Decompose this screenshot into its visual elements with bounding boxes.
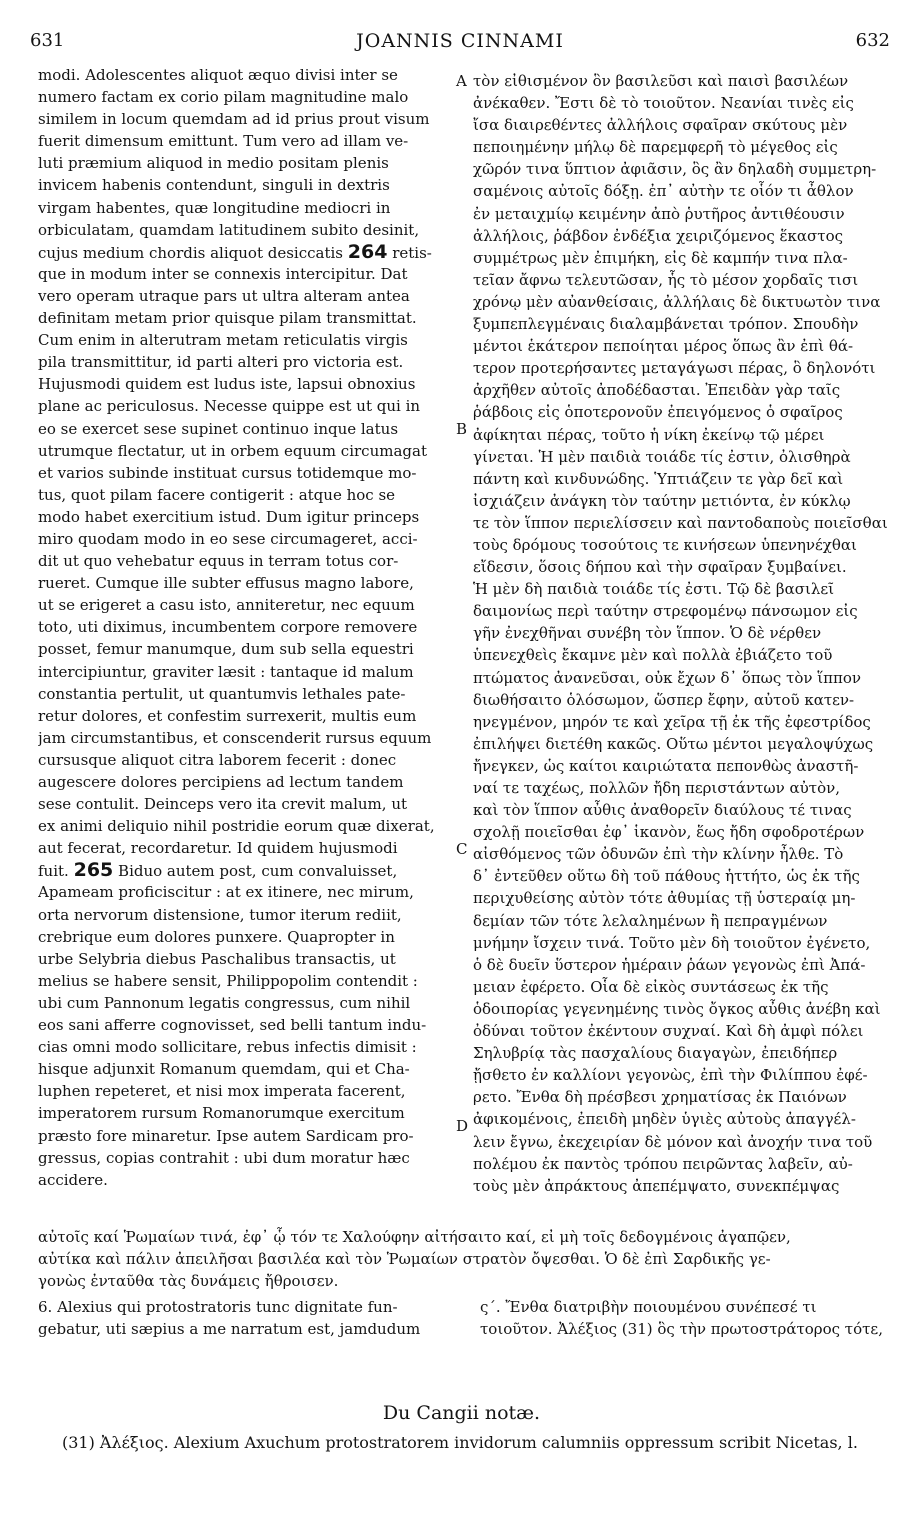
latin-line-text: urbe Selybria diebus Paschalibus transactis, ut (38, 949, 396, 968)
latin-line-text: ex animi deliquio nihil postridie eorum quæ dixerat, (38, 817, 435, 836)
latin-line-text: cias omni modo sollicitare, rebus infectis dimisit : (38, 1038, 417, 1057)
greek-line: ρετο. Ἔνθα δὴ πρέσβεσι χρηματίσας ἐκ Παιόνων (473, 1088, 847, 1107)
latin-line-text: miro quodam modo in eo sese circumageret, acci- (38, 529, 418, 548)
latin-line (38, 395, 453, 417)
greek-line: ἀνέκαθεν. Ἔστι δὲ τὸ τοιοῦτον. Νεανίαι τινὲς εἰς (473, 94, 854, 113)
latin-line (38, 1125, 453, 1147)
greek-line: πολέμου ἐκ παντὸς τρόπου πειρῶντας λαβεῖν, αὐ- (473, 1154, 853, 1173)
latin-line (38, 506, 453, 528)
greek-line: Σηλυβρίᾳ τὰς πασχαλίους διαγαγὼν, ἐπειδήπερ (473, 1044, 838, 1063)
latin-line (38, 152, 453, 174)
margin-letter-c: C (456, 840, 468, 858)
inline-page-number: 264 (347, 240, 388, 263)
margin-letter-b: B (456, 420, 468, 438)
latin-line-text: intercipiuntur, graviter læsit : tantaque id malum (38, 662, 414, 681)
greek-line: σαμένοις αὐτοῖς δόξῃ. ἐπ᾽ αὐτὴν τε οἷόν τι ἆθλον (473, 182, 854, 201)
page-number-left: 631 (30, 30, 65, 51)
latin-line (38, 815, 453, 837)
latin-line-text: eos sani afferre cognovisset, sed belli tantum indu- (38, 1016, 427, 1035)
greek-line: ὑπενεχθεὶς ἔκαμνε μὲν καὶ πολλὰ ἐβιάζετο τοῦ (473, 646, 833, 665)
latin-line-text: luphen repeteret, et nisi mox imperata facerent, (38, 1082, 406, 1101)
latin-line (38, 285, 453, 307)
latin-line-text: similem in locum quemdam ad id prius prout visum (38, 110, 430, 129)
latin-line-text: fuerit dimensum emittunt. Tum vero ad illam ve- (38, 132, 409, 151)
latin-line (38, 307, 453, 329)
greek-line: μειαν ἐφέρετο. Οἷα δὲ εἰκὸς συντάσεως ἐκ τῆς (473, 977, 829, 996)
greek-line: ῥάβδοις εἰς ὁποτερονοῦν ἐπειγόμενος ὁ σφαῖρος (473, 403, 843, 422)
latin-line-text: retur dolores, et confestim surrexerit, multis eum (38, 706, 417, 725)
margin-letter-a: A (456, 72, 467, 90)
latin-line (38, 992, 453, 1014)
latin-line-text: melius se habere sensit, Philippopolim contendit : (38, 971, 418, 990)
latin-line-text: sese contulit. Deinceps vero ita crevit malum, ut (38, 795, 408, 814)
latin-line-text: crebrique eum dolores punxere. Quapropter in (38, 927, 395, 946)
greek-line: τοὺς μὲν ἀπράκτους ἀπεπέμψατο, συνεκπέμψας (473, 1176, 840, 1195)
greek-line: γῆν ἐνεχθῆναι συνέβη τὸν ἵππον. Ὁ δὲ νέρθεν (473, 624, 822, 643)
greek-line: ἀρχῆθεν αὐτοῖς ἀποδέδασται. Ἐπειδὰν γὰρ ταῖς (473, 381, 841, 400)
latin-line (38, 859, 453, 881)
greek-line: τεῖαν ἄφνω τελευτῶσαν, ἧς τὸ μέσον χορδαῖς τισι (473, 270, 859, 289)
greek-line: γίνεται. Ἡ μὲν παιδιὰ τοιάδε τίς ἐστιν, ὀλισθηρὰ (473, 447, 851, 466)
latin-line (38, 86, 453, 108)
latin-line (38, 373, 453, 395)
latin-line (38, 108, 453, 130)
latin-line (38, 1058, 453, 1080)
latin-line (38, 683, 453, 705)
greek-line: ἴσα διαιρεθέντες ἀλλήλοις σφαῖραν σκύτους μὲν (473, 116, 848, 135)
latin-line (38, 462, 453, 484)
latin-line-text: numero factam ex corio pilam magnitudine malo (38, 88, 409, 107)
latin-line-text: utrumque flectatur, ut in orbem equum circumagat (38, 441, 427, 460)
latin-line (38, 241, 453, 263)
latin-line-text: accidere. (38, 1170, 108, 1189)
latin-line (38, 130, 453, 152)
running-title: JOANNIS CINNAMI (356, 30, 564, 52)
latin-line-text: posset, femur manumque, dum sub sella equestri (38, 640, 414, 659)
latin-line-text: fuit. (38, 862, 69, 881)
latin-line (38, 904, 453, 926)
latin-line (38, 64, 453, 86)
latin-line (38, 594, 453, 616)
inline-page-number: 265 (73, 859, 114, 882)
margin-letter-d: D (456, 1117, 469, 1135)
greek-line: δ᾽ ἐντεῦθεν οὕτω δὴ τοῦ πάθους ἡττήτο, ὡς ἐκ τῆς (473, 867, 860, 886)
latin-line (38, 550, 453, 572)
latin-line-text: modo habet exercitium istud. Dum igitur princeps (38, 507, 420, 526)
latin-line-text: modi. Adolescentes aliquot æquo divisi inter se (38, 66, 398, 84)
latin-line (38, 1147, 453, 1169)
latin-line (38, 1036, 453, 1058)
latin-line-text: ubi cum Pannonum legatis congressus, cum nihil (38, 993, 411, 1012)
text-line: τοιοῦτον. Ἀλέξιος (31) ὃς τὴν πρωτοστράτορος τότε, (480, 1320, 883, 1338)
greek-line: δαιμονίως περὶ ταύτην στρεφομένῳ πάνσωμον εἰς (473, 602, 858, 621)
greek-line: ἰσχιάζειν ἀνάγκη τὸν ταύτην μετιόντα, ἐν κύκλῳ (473, 491, 851, 510)
latin-line (38, 174, 453, 196)
greek-line: καὶ τὸν ἵππον αὖθις ἀναθορεῖν διαύλους τέ τινας (473, 801, 852, 820)
page-number-right: 632 (855, 30, 890, 51)
greek-line: ὀδύναι τοῦτον ἐκέντουν συχναί. Καὶ δὴ ἀμφὶ πόλει (473, 1022, 864, 1041)
greek-line: τὸν εἰθισμένον ὃν βασιλεῦσι καὶ παισὶ βασιλέων (473, 72, 849, 90)
latin-line-tail: Biduo autem post, cum convaluisset, (118, 862, 398, 881)
greek-line: περιχυθείσης αὐτὸν τότε ἀθυμίας τῇ ὑστεραίᾳ μη- (473, 889, 856, 908)
latin-line (38, 219, 453, 241)
latin-line-text: toto, uti diximus, incumbentem corpore removere (38, 618, 418, 637)
latin-line-text: et varios subinde instituat cursus totidemque mo- (38, 463, 417, 482)
greek-line: αἰσθόμενος τῶν ὀδυνῶν ἐπὶ τὴν κλίνην ἦλθε. Τὸ (473, 845, 844, 864)
latin-line-text: Apameam proficiscitur : at ex itinere, nec mirum, (38, 883, 414, 902)
latin-line-text: ut se erigeret a casu isto, anniteretur, nec equum (38, 596, 415, 615)
latin-line-text: vero operam utraque pars ut ultra alteram antea (38, 286, 410, 305)
page-header (30, 30, 890, 60)
latin-line (38, 197, 453, 219)
notes-title: Du Cangii notæ. (382, 1402, 541, 1424)
greek-line: δεμίαν τῶν τότε λελαλημένων ἢ πεπραγμένων (473, 911, 828, 930)
greek-line: ἐπιλήψει διετέθη κακῶς. Οὕτω μέντοι μεγαλοψύχως (473, 734, 874, 753)
greek-line: ἀλλήλοις, ῥάβδον ἐνδέξια χειριζόμενος ἕκαστος (473, 226, 844, 245)
greek-column (473, 70, 890, 1197)
latin-column (38, 64, 453, 1191)
greek-line: πάντη καὶ κινδυνώδης. Ὑπτιάζειν τε γὰρ δεῖ καὶ (473, 469, 844, 488)
greek-line: τοὺς δρόμους τοσούτοις τε κινήσεων ὑπενηνέχθαι (473, 535, 857, 554)
latin-line-text: gressus, copias contrahit : ubi dum moratur hæc (38, 1148, 410, 1167)
greek-line: μνήμην ἴσχειν τινά. Τοῦτο μὲν δὴ τοιοῦτον ἐγένετο, (473, 933, 871, 952)
latin-line-text: invicem habenis contendunt, singuli in dextris (38, 176, 390, 195)
greek-line: τε τὸν ἵππον περιελίσσειν καὶ παντοδαποὺς ποιεῖσθαι (473, 513, 888, 532)
latin-line-text: orbiculatam, quamdam latitudinem subito desinit, (38, 220, 420, 239)
latin-line-text: cujus medium chordis aliquot desiccatis (38, 243, 343, 262)
latin-line (38, 1080, 453, 1102)
latin-line (38, 837, 453, 859)
latin-line (38, 1014, 453, 1036)
latin-line (38, 771, 453, 793)
latin-line-text: imperatorem rursum Romanorumque exercitum (38, 1104, 405, 1123)
latin-line (38, 1169, 453, 1191)
full-width-line: αὐτίκα καὶ πάλιν ἀπειλῆσαι βασιλέα καὶ τὸν Ῥωμαίων στρατὸν ὄψεσθαι. Ὁ δὲ ἐπὶ Σαρδικῆς γε- (38, 1250, 771, 1268)
text-line: ς΄. Ἔνθα διατριβὴν ποιουμένου συνέπεσέ τι (480, 1298, 817, 1316)
greek-line: τερον προτερήσαντες μεταγάγωσι πέρας, ὃ δηλονότι (473, 359, 876, 378)
latin-line-text: luti præmium aliquod in medio positam plenis (38, 154, 389, 173)
latin-line-text: definitam metam prior quisque pilam transmittat. (38, 309, 417, 328)
greek-line: ἀφίκηται πέρας, τοῦτο ἡ νίκη ἐκείνῳ τῷ μέρει (473, 425, 825, 444)
full-width-greek (38, 1226, 890, 1292)
greek-line: πτώματος ἀνανεῦσαι, οὐκ ἔχων δ᾽ ὅπως τὸν ἵππον (473, 668, 862, 687)
latin-line (38, 329, 453, 351)
latin-line-text: jam circumstantibus, et conscenderit rursus equum (38, 728, 432, 747)
greek-line: χῶρόν τινα ὕπτιον ἀφιᾶσιν, ὃς ἂν δηλαδὴ συμμετρη- (473, 160, 877, 179)
latin-line-text: plane ac periculosus. Necesse quippe est ut qui in (38, 397, 421, 416)
greek-line: σχολῇ ποιεῖσθαι ἐφ᾽ ἱκανὸν, ἕως ἤδη σφοδροτέρων (473, 823, 865, 842)
latin-line (38, 705, 453, 727)
latin-line (38, 440, 453, 462)
latin-line-text: augescere dolores percipiens ad lectum tandem (38, 773, 404, 791)
latin-line (38, 793, 453, 815)
lower-greek-block (480, 1296, 890, 1340)
latin-line-text: præsto fore minaretur. Ipse autem Sardicam pro- (38, 1126, 414, 1145)
latin-line-text: virgam habentes, quæ longitudine mediocri in (38, 198, 391, 217)
greek-line: ὁδοιπορίας γεγενημένης τινὸς ὄγκος αὖθις ἀνέβη καὶ (473, 999, 881, 1018)
latin-line (38, 572, 453, 594)
greek-line: ἤνεγκεν, ὡς καίτοι καιριώτατα πεπονθὼς ἀναστῆ- (473, 756, 859, 775)
latin-line (38, 418, 453, 440)
latin-line-text: rueret. Cumque ille subter effusus magno labore, (38, 574, 414, 593)
latin-line-text: eo se exercet sese supinet continuo inque latus (38, 419, 399, 438)
latin-line (38, 528, 453, 550)
text-line: 6. Alexius qui protostratoris tunc dignitate fun- (38, 1298, 398, 1316)
latin-line (38, 948, 453, 970)
latin-line (38, 484, 453, 506)
greek-line: ἐν μεταιχμίῳ κειμένην ἀπὸ ῥυτῆρος ἀντιθέουσιν (473, 204, 845, 223)
greek-line: εἴδεσιν, ὅσοις δήπου καὶ τὴν σφαῖραν ξυμβαίνει. (473, 558, 847, 577)
greek-line: χρόνῳ μὲν αὐανθείσαις, ἀλλήλαις δὲ δικτυωτὸν τινα (473, 292, 881, 311)
latin-line (38, 351, 453, 373)
latin-line (38, 727, 453, 749)
text-line: gebatur, uti sæpius a me narratum est, jamdudum (38, 1320, 421, 1338)
greek-line: διωθήσαιτο ὁλόσωμον, ὥσπερ ἔφην, αὐτοῦ κατεν- (473, 690, 855, 709)
greek-line: ἀφικομένοις, ἐπειδὴ μηδὲν ὑγιὲς αὐτοὺς ἀπαγγέλ- (473, 1110, 856, 1129)
latin-line (38, 881, 453, 903)
latin-line (38, 661, 453, 683)
greek-line: ᾔσθετο ἐν καλλίονι γεγονὼς, ἐπὶ τὴν Φιλίππου ἐφέ- (473, 1066, 868, 1085)
latin-line-text: aut fecerat, recordaretur. Id quidem hujusmodi (38, 839, 398, 858)
latin-line-text: pila transmittitur, id parti alteri pro victoria est. (38, 353, 404, 372)
footnote: (31) Ἀλέξιος. Alexium Axuchum protostratorem invidorum calumniis oppressum scribit Nicetas, l. (62, 1433, 858, 1452)
latin-line-text: Cum enim in alterutram metam reticulatis virgis (38, 331, 408, 350)
latin-line-tail: retis- (392, 243, 432, 262)
greek-line: πεποιημένην μήλῳ δὲ παρεμφερῆ τὸ μέγεθος εἰς (473, 138, 838, 157)
greek-line: ξυμπεπλεγμέναις διαλαμβάνεται τρόπον. Σπουδὴν (473, 315, 859, 334)
latin-line-text: orta nervorum distensione, tumor iterum rediit, (38, 905, 402, 924)
latin-line (38, 749, 453, 771)
greek-line: ναί τε ταχέως, πολλῶν ἤδη περιστάντων αὐτὸν, (473, 779, 840, 797)
latin-line-text: hisque adjunxit Romanum quemdam, qui et Cha- (38, 1060, 410, 1079)
latin-line (38, 970, 453, 992)
greek-line: Ἡ μὲν δὴ παιδιὰ τοιάδε τίς ἐστι. Τῷ δὲ βασιλεῖ (473, 580, 834, 599)
latin-line-text: constantia pertulit, ut quantumvis lethales pate- (38, 684, 406, 703)
greek-line: ηνεγμένον, μηρόν τε καὶ χεῖρα τῇ ἐκ τῆς ἐφεστρίδος (473, 712, 871, 731)
greek-line: λειν ἔγνω, ἐκεχειρίαν δὲ μόνον καὶ ἀνοχήν τινα τοῦ (473, 1132, 873, 1151)
latin-line-text: que in modum inter se connexis intercipitur. Dat (38, 264, 408, 283)
latin-line (38, 638, 453, 660)
latin-line (38, 926, 453, 948)
latin-line (38, 1102, 453, 1124)
greek-line: συμμέτρως μὲν ἐπιμήκη, εἰς δὲ καμπήν τινα πλα- (473, 248, 848, 267)
latin-line-text: Hujusmodi quidem est ludus iste, lapsui obnoxius (38, 375, 416, 394)
full-width-line: αὐτοῖς καί Ῥωμαίων τινά, ἐφ᾽ ᾧ τόν τε Χαλούφην αἰτήσαιτο καί, εἰ μὴ τοῖς δεδογμένοις ἀγαπῷεν, (38, 1228, 791, 1246)
latin-line-text: dit ut quo vehebatur equus in terram totus cor- (38, 552, 399, 571)
latin-line-text: tus, quot pilam facere contigerit : atque hoc se (38, 485, 396, 504)
greek-line: μέντοι ἑκάτερον πεποίηται μέρος ὅπως ἂν ἐπὶ θά- (473, 337, 854, 356)
latin-line (38, 616, 453, 638)
latin-line (38, 263, 453, 285)
greek-line: ὁ δὲ δυεῖν ὕστερον ἡμέραιν ῥάων γεγονὼς ἐπὶ Ἀπά- (473, 955, 866, 974)
full-width-line: γονὼς ἐνταῦθα τὰς δυνάμεις ἤθροισεν. (38, 1272, 339, 1290)
lower-latin-block (38, 1296, 453, 1340)
latin-line-text: cursusque aliquot citra laborem fecerit : donec (38, 750, 397, 769)
